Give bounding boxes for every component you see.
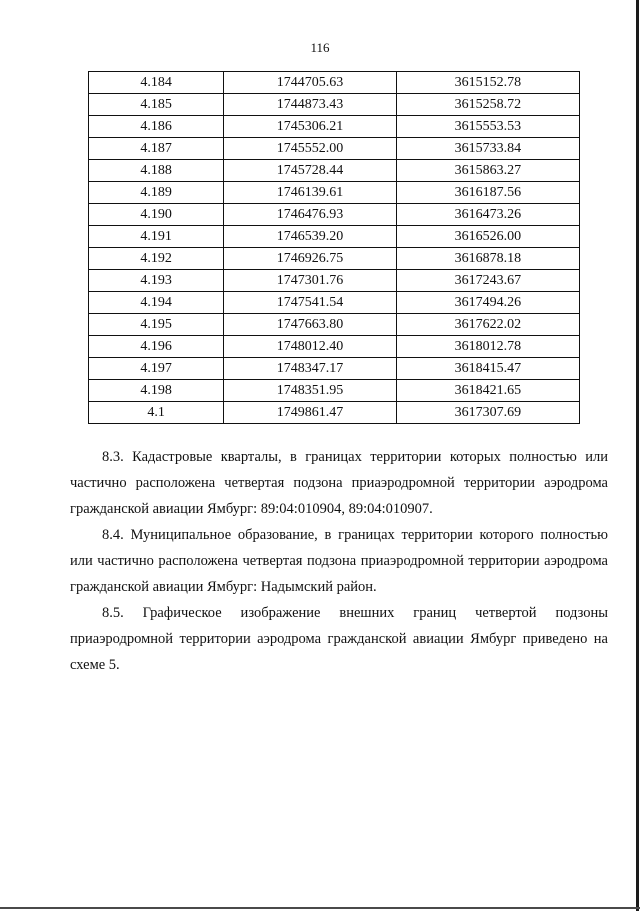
paragraph-8-3: 8.3. Кадастровые кварталы, в границах территории которых полностью или частично расположена четвертая подзона приаэродромной территории аэродрома гражданской авиации Ямбург: 89:04:010904, 89:04:010907.	[70, 449, 608, 517]
point-number-cell: 4.192	[89, 248, 224, 270]
point-number-cell: 4.197	[89, 358, 224, 380]
x-coordinate-cell: 1746539.20	[224, 226, 396, 248]
x-coordinate-cell: 1746139.61	[224, 182, 396, 204]
x-coordinate-cell: 1748012.40	[224, 336, 396, 358]
table-row	[89, 72, 580, 94]
point-number-cell: 4.1	[89, 402, 224, 424]
x-coordinate-cell: 1747663.80	[224, 314, 396, 336]
table-row	[89, 402, 580, 424]
x-coordinate-cell: 1745728.44	[224, 160, 396, 182]
y-coordinate-cell: 3617622.02	[396, 314, 579, 336]
point-number-cell: 4.186	[89, 116, 224, 138]
body-text	[70, 444, 608, 678]
scan-edge-right	[636, 0, 639, 911]
table-row	[89, 380, 580, 402]
paragraph-8-4: 8.4. Муниципальное образование, в границах территории которого полностью или частично расположена четвертая подзона приаэродромной территории аэродрома гражданской авиации Ямбург: Надымский район.	[70, 527, 608, 595]
y-coordinate-cell: 3617307.69	[396, 402, 579, 424]
point-number-cell: 4.190	[89, 204, 224, 226]
table-row	[89, 314, 580, 336]
point-number-cell: 4.194	[89, 292, 224, 314]
x-coordinate-cell: 1749861.47	[224, 402, 396, 424]
table-row	[89, 336, 580, 358]
y-coordinate-cell: 3617494.26	[396, 292, 579, 314]
x-coordinate-cell: 1747301.76	[224, 270, 396, 292]
y-coordinate-cell: 3615733.84	[396, 138, 579, 160]
table-row	[89, 204, 580, 226]
point-number-cell: 4.196	[89, 336, 224, 358]
y-coordinate-cell: 3616473.26	[396, 204, 579, 226]
table-row	[89, 248, 580, 270]
x-coordinate-cell: 1748347.17	[224, 358, 396, 380]
table-row	[89, 116, 580, 138]
x-coordinate-cell: 1745306.21	[224, 116, 396, 138]
x-coordinate-cell: 1746476.93	[224, 204, 396, 226]
y-coordinate-cell: 3616187.56	[396, 182, 579, 204]
coordinates-table	[88, 71, 580, 424]
point-number-cell: 4.184	[89, 72, 224, 94]
y-coordinate-cell: 3617243.67	[396, 270, 579, 292]
point-number-cell: 4.187	[89, 138, 224, 160]
coordinates-table-body	[89, 72, 580, 424]
y-coordinate-cell: 3616878.18	[396, 248, 579, 270]
point-number-cell: 4.198	[89, 380, 224, 402]
y-coordinate-cell: 3615152.78	[396, 72, 579, 94]
point-number-cell: 4.185	[89, 94, 224, 116]
y-coordinate-cell: 3615863.27	[396, 160, 579, 182]
x-coordinate-cell: 1744705.63	[224, 72, 396, 94]
y-coordinate-cell: 3618421.65	[396, 380, 579, 402]
x-coordinate-cell: 1745552.00	[224, 138, 396, 160]
table-row	[89, 226, 580, 248]
page-number: 116	[310, 40, 330, 55]
y-coordinate-cell: 3615553.53	[396, 116, 579, 138]
x-coordinate-cell: 1747541.54	[224, 292, 396, 314]
table-row	[89, 292, 580, 314]
x-coordinate-cell: 1746926.75	[224, 248, 396, 270]
paragraph-8-5: 8.5. Графическое изображение внешних границ четвертой подзоны приаэродромной территории аэродрома гражданской авиации Ямбург приведено на схеме 5.	[70, 605, 608, 673]
point-number-cell: 4.188	[89, 160, 224, 182]
y-coordinate-cell: 3615258.72	[396, 94, 579, 116]
point-number-cell: 4.189	[89, 182, 224, 204]
point-number-cell: 4.195	[89, 314, 224, 336]
point-number-cell: 4.191	[89, 226, 224, 248]
y-coordinate-cell: 3618012.78	[396, 336, 579, 358]
table-row	[89, 94, 580, 116]
y-coordinate-cell: 3616526.00	[396, 226, 579, 248]
x-coordinate-cell: 1744873.43	[224, 94, 396, 116]
table-row	[89, 358, 580, 380]
table-row	[89, 270, 580, 292]
table-row	[89, 182, 580, 204]
table-row	[89, 160, 580, 182]
x-coordinate-cell: 1748351.95	[224, 380, 396, 402]
y-coordinate-cell: 3618415.47	[396, 358, 579, 380]
table-row	[89, 138, 580, 160]
scan-edge-bottom	[0, 907, 640, 909]
point-number-cell: 4.193	[89, 270, 224, 292]
